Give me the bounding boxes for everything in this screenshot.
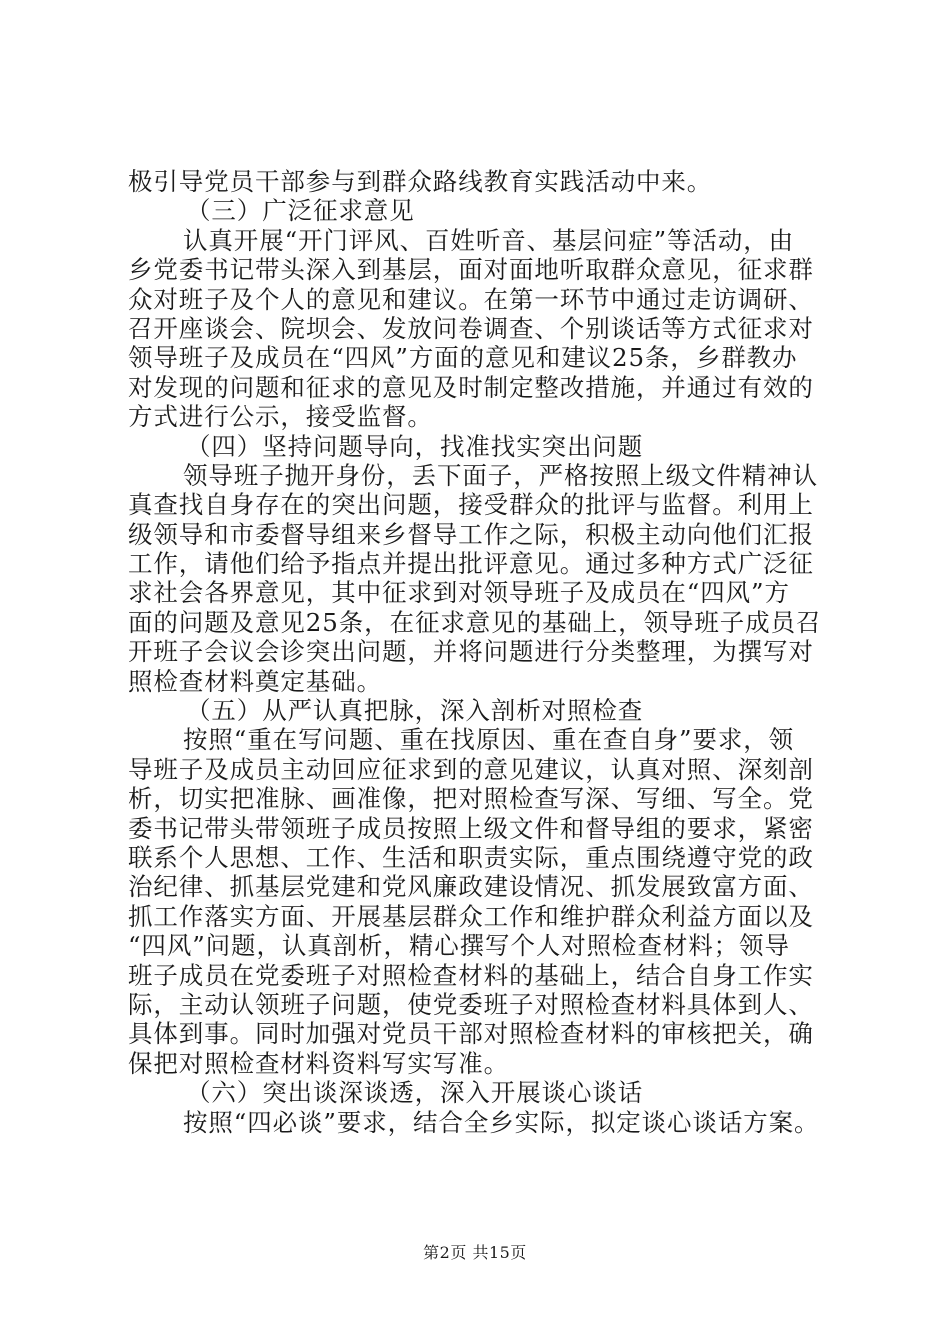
body-text-line: 领导班子及成员在“四风”方面的意见和建议25条，乡群教办 (128, 343, 798, 373)
body-text-line: 按照“四必谈”要求，结合全乡实际，拟定谈心谈话方案。 (183, 1107, 820, 1137)
body-text-line: 委书记带头带领班子成员按照上级文件和督导组的要求，紧密 (128, 813, 814, 843)
body-text-line: 面的问题及意见25条，在征求意见的基础上，领导班子成员召 (128, 607, 822, 637)
body-text-line: 班子成员在党委班子对照检查材料的基础上，结合自身工作实 (128, 960, 814, 990)
section-heading: （三）广泛征求意见 (186, 196, 415, 226)
body-text-line: 导班子及成员主动回应征求到的意见建议，认真对照、深刻剖 (128, 754, 814, 784)
body-text-line: 乡党委书记带头深入到基层，面对面地听取群众意见，征求群 (128, 255, 814, 285)
body-text-line: 极引导党员干部参与到群众路线教育实践活动中来。 (128, 167, 713, 196)
body-text-line: 召开座谈会、院坝会、发放问卷调查、个别谈话等方式征求对 (128, 313, 814, 343)
document-body (128, 167, 828, 1137)
section-heading: （四）坚持问题导向，找准找实突出问题 (186, 431, 644, 461)
body-text-line: “四风”问题，认真剖析，精心撰写个人对照检查材料；领导 (128, 931, 790, 961)
body-text-line: 工作，请他们给予指点并提出批评意见。通过多种方式广泛征 (128, 549, 814, 579)
body-text-line: 真查找自身存在的突出问题，接受群众的批评与监督。利用上 (128, 490, 814, 520)
body-text-line: 方式进行公示，接受监督。 (128, 402, 433, 432)
section-heading: （五）从严认真把脉，深入剖析对照检查 (186, 696, 644, 726)
body-text-line: 抓工作落实方面、开展基层群众工作和维护群众利益方面以及 (128, 901, 814, 931)
body-text-line: 治纪律、抓基层党建和党风廉政建设情况、抓发展致富方面、 (128, 872, 814, 902)
body-text-line: 照检查材料奠定基础。 (128, 666, 382, 696)
body-text-line: 开班子会议会诊突出问题，并将问题进行分类整理，为撰写对 (128, 637, 814, 667)
body-text-line: 具体到事。同时加强对党员干部对照检查材料的审核把关，确 (128, 1019, 814, 1049)
page-footer: 第2页 共15页 (423, 1243, 527, 1262)
section-heading: （六）突出谈深谈透，深入开展谈心谈话 (186, 1078, 644, 1108)
body-text-line: 领导班子抛开身份，丢下面子，严格按照上级文件精神认 (183, 460, 818, 490)
body-text-line: 联系个人思想、工作、生活和职责实际，重点围绕遵守党的政 (128, 842, 814, 872)
body-text-line: 求社会各界意见，其中征求到对领导班子及成员在“四风”方 (128, 578, 790, 608)
body-text-line: 际，主动认领班子问题，使党委班子对照检查材料具体到人、 (128, 989, 814, 1019)
body-text-line: 级领导和市委督导组来乡督导工作之际，积极主动向他们汇报 (128, 519, 814, 549)
body-text-line: 保把对照检查材料资料写实写准。 (128, 1048, 509, 1078)
body-text-line: 按照“重在写问题、重在找原因、重在查自身”要求，领 (183, 725, 795, 755)
body-text-line: 析，切实把准脉、画准像，把对照检查写深、写细、写全。党 (128, 784, 814, 814)
body-text-line: 对发现的问题和征求的意见及时制定整改措施，并通过有效的 (128, 372, 814, 402)
body-text-line: 认真开展“开门评风、百姓听音、基层问症”等活动，由 (183, 225, 795, 255)
body-text-line: 众对班子及个人的意见和建议。在第一环节中通过走访调研、 (128, 284, 814, 314)
